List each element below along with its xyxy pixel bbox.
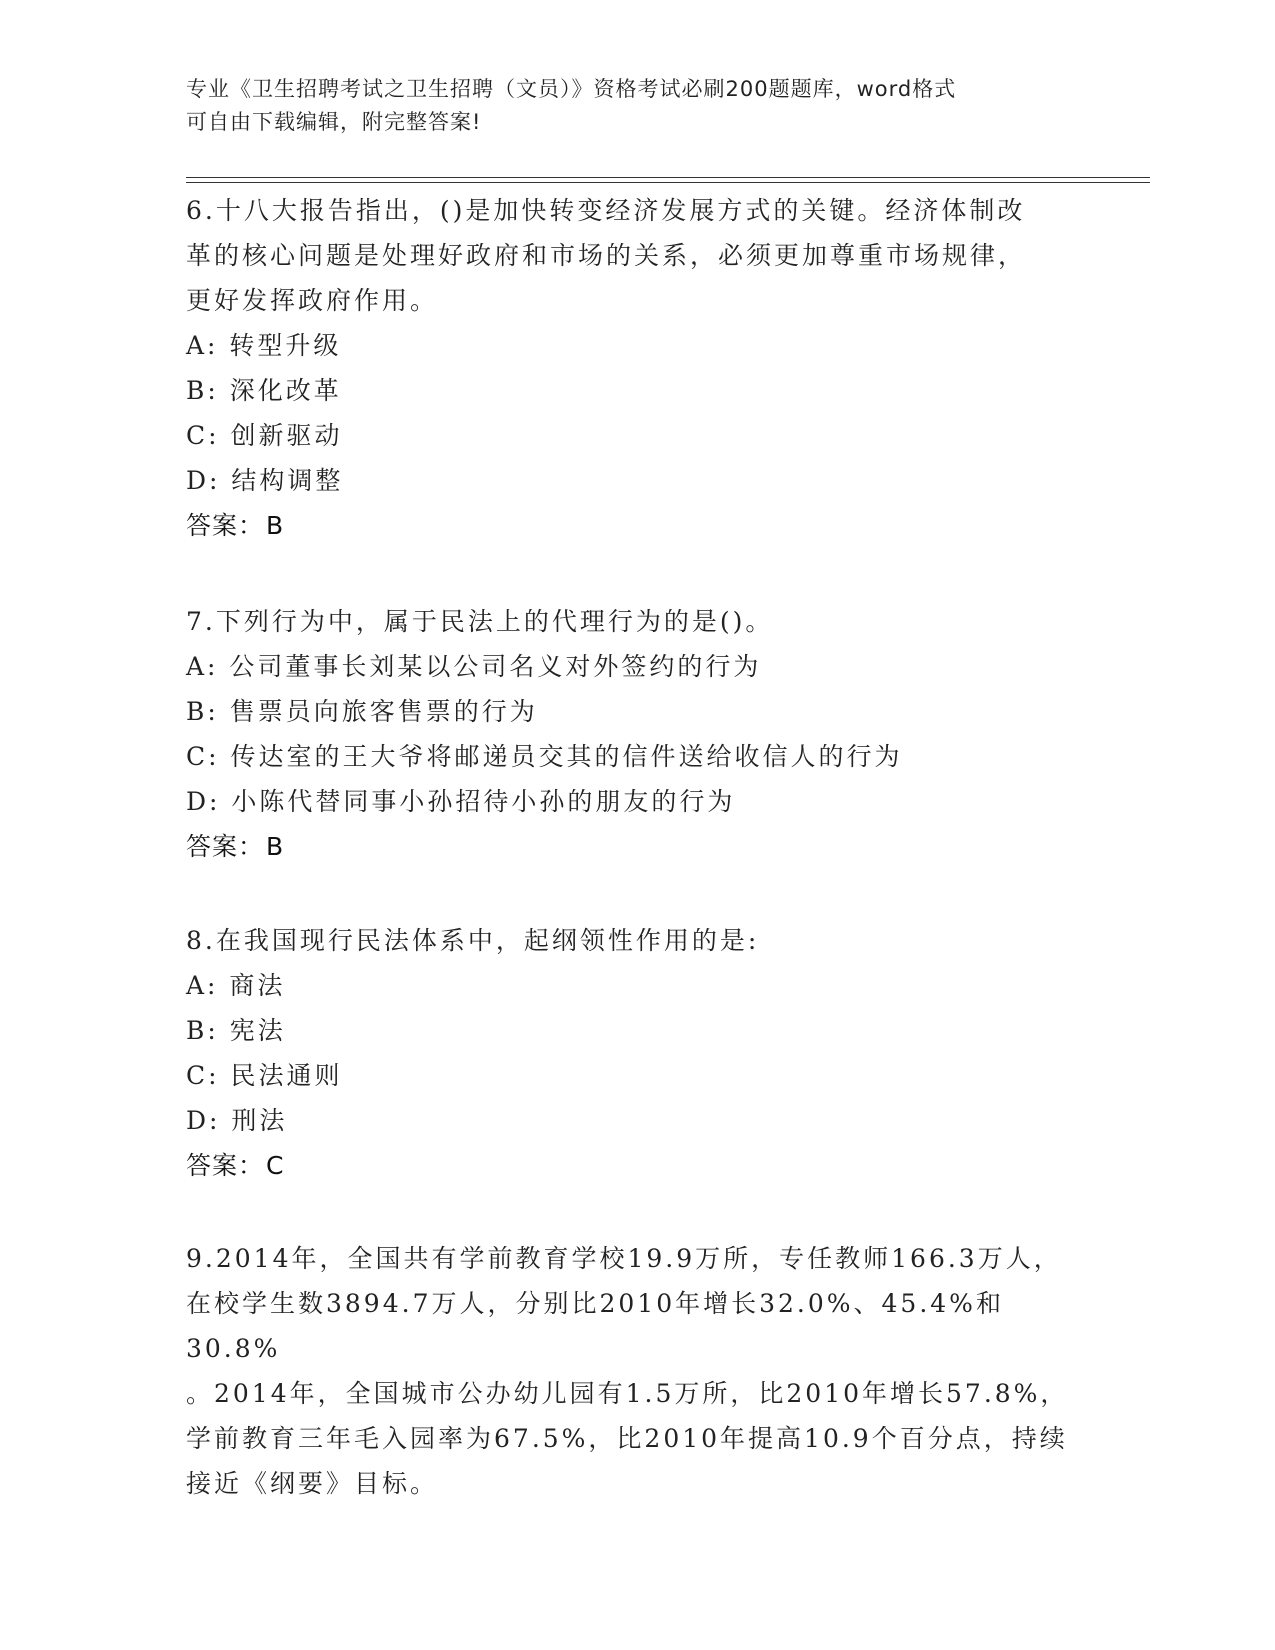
question-stem-line: 9.2014年，全国共有学前教育学校19.9万所，专任教师166.3万人，	[186, 1244, 1062, 1273]
header-rule-top	[186, 177, 1150, 178]
option-a: A: 公司董事长刘某以公司名义对外签约的行为	[186, 652, 762, 681]
answer	[186, 503, 1086, 548]
answer	[186, 824, 1086, 869]
answer-label: 答案：	[186, 511, 265, 540]
question-7	[186, 599, 1086, 869]
header-line-1: 专业《卫生招聘考试之卫生招聘（文员）》资格考试必刷200题题库，word格式	[186, 77, 957, 101]
header-line-2: 可自由下载编辑，附完整答案!	[186, 110, 482, 134]
header-rule-bottom	[186, 182, 1150, 183]
option-c: C: 创新驱动	[186, 421, 343, 450]
question-stem-line: 在校学生数3894.7万人，分别比2010年增长32.0%、45.4%和30.8%	[186, 1289, 1004, 1363]
answer-value: C	[266, 1151, 285, 1180]
option-d: D: 结构调整	[186, 466, 344, 495]
option-b: B: 深化改革	[186, 376, 342, 405]
question-stem-line: 学前教育三年毛入园率为67.5%，比2010年提高10.9个百分点，持续	[186, 1424, 1068, 1453]
answer-label: 答案：	[186, 1151, 265, 1180]
question-stem-line: 接近《纲要》目标。	[186, 1469, 439, 1498]
question-stem-line: 6.十八大报告指出，()是加快转变经济发展方式的关键。经济体制改	[186, 196, 1026, 225]
question-stem-line: 8.在我国现行民法体系中，起纲领性作用的是:	[186, 926, 760, 955]
option-b: B: 售票员向旅客售票的行为	[186, 697, 538, 726]
answer	[186, 1143, 1086, 1188]
question-stem-line: 7.下列行为中，属于民法上的代理行为的是()。	[186, 607, 774, 636]
question-stem-line: 革的核心问题是处理好政府和市场的关系，必须更加尊重市场规律，	[186, 241, 1027, 270]
answer-value: B	[266, 511, 285, 540]
option-a: A: 商法	[186, 971, 286, 1000]
answer-value: B	[266, 832, 285, 861]
option-d: D: 小陈代替同事小孙招待小孙的朋友的行为	[186, 787, 736, 816]
question-stem-line: 更好发挥政府作用。	[186, 286, 439, 315]
question-8	[186, 918, 1086, 1188]
option-b: B: 宪法	[186, 1016, 286, 1045]
answer-label: 答案：	[186, 832, 265, 861]
option-a: A: 转型升级	[186, 331, 342, 360]
question-6	[186, 188, 1086, 548]
option-c: C: 民法通则	[186, 1061, 343, 1090]
option-d: D: 刑法	[186, 1106, 288, 1135]
option-c: C: 传达室的王大爷将邮递员交其的信件送给收信人的行为	[186, 742, 903, 771]
question-stem-line: 。2014年，全国城市公办幼儿园有1.5万所，比2010年增长57.8%，	[186, 1379, 1069, 1408]
question-9	[186, 1236, 1086, 1506]
document-header	[186, 73, 1066, 139]
